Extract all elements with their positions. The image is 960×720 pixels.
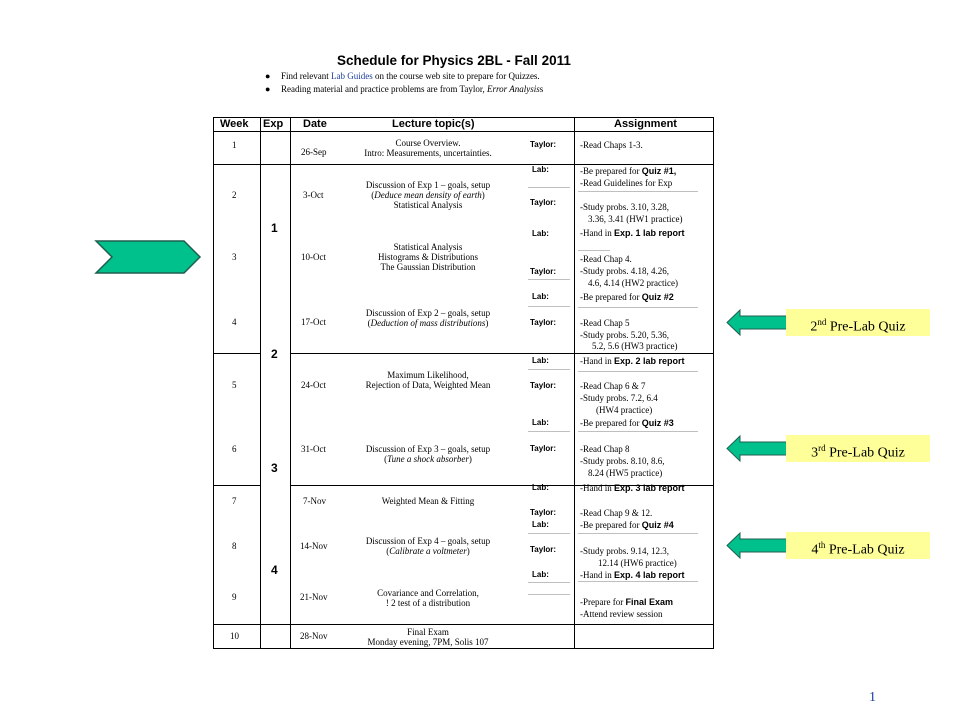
taylor-tag: Taylor: — [530, 267, 557, 276]
assignment-line: 12.14 (HW6 practice) — [598, 558, 677, 568]
assignment-line: -Attend review session — [580, 609, 663, 619]
week-number: 4 — [232, 317, 237, 327]
assignment-line: -Read Chap 8 — [580, 444, 630, 454]
assignment-line: -Read Guidelines for Exp — [580, 178, 673, 188]
date: 26-Sep — [301, 147, 327, 157]
callout-4th-prelab-quiz — [726, 532, 930, 559]
assignment-line: -Read Chap 5 — [580, 318, 630, 328]
tag-underline — [528, 187, 570, 188]
taylor-tag: Taylor: — [530, 545, 557, 554]
bullet-item-2: ● Reading material and practice problems are from Taylor, Error Analysiss — [265, 84, 544, 94]
exp-number: 4 — [271, 563, 278, 577]
week-number: 3 — [232, 252, 237, 262]
date: 7-Nov — [303, 496, 326, 506]
lecture-topic: Covariance and Correlation, ! 2 test of a distribution — [377, 588, 479, 608]
lab-tag: Lab: — [532, 483, 549, 492]
assignment-line: -Be prepared for Quiz #1, — [580, 166, 677, 176]
assignment-line: -Read Chap 4. — [580, 254, 632, 264]
lab-tag: Lab: — [532, 520, 549, 529]
lecture-topic: Discussion of Exp 2 – goals, setup (Deduction of mass distributions) — [365, 308, 491, 328]
row-divider — [290, 353, 714, 354]
tag-underline — [578, 191, 698, 192]
assignment-line: -Study probs. 4.18, 4.26, — [580, 266, 670, 276]
col-divider-exp — [290, 117, 291, 649]
left-arrow-icon — [726, 435, 788, 462]
exp-number: 3 — [271, 461, 278, 475]
lecture-topic: Course Overview. Intro: Measurements, uncertainties. — [364, 138, 492, 158]
lab-tag: Lab: — [532, 229, 549, 238]
bullet-item-1: ● Find relevant Lab Guides on the course web site to prepare for Quizzes. — [265, 71, 540, 81]
assignment-line: -Hand in Exp. 4 lab report — [580, 570, 685, 580]
exp-number: 2 — [271, 347, 278, 361]
assignment-line: 4.6, 4.14 (HW2 practice) — [588, 278, 678, 288]
page-title: Schedule for Physics 2BL - Fall 2011 — [337, 53, 571, 68]
tag-underline — [578, 371, 698, 372]
date: 28-Nov — [300, 631, 328, 641]
assignment-line: 5.2, 5.6 (HW3 practice) — [592, 341, 678, 351]
lecture-topic: Discussion of Exp 3 – goals, setup (Tune a shock absorber) — [365, 444, 491, 464]
lecture-topic: Statistical Analysis Histograms & Distributions The Gaussian Distribution — [377, 242, 478, 272]
assignment-line: -Hand in Exp. 2 lab report — [580, 356, 685, 366]
tag-underline — [578, 431, 698, 432]
week-number: 7 — [232, 496, 237, 506]
week-number: 5 — [232, 380, 237, 390]
week-number: 2 — [232, 190, 237, 200]
taylor-tag: Taylor: — [530, 198, 557, 207]
week-number: 6 — [232, 444, 237, 454]
assignment-line: -Study probs. 9.14, 12.3, — [580, 546, 670, 556]
assignment-line: 8.24 (HW5 practice) — [588, 468, 663, 478]
assignment-line: -Hand in Exp. 1 lab report — [580, 228, 685, 238]
callout-label: 2nd Pre-Lab Quiz — [786, 309, 930, 336]
tag-underline — [528, 369, 570, 370]
exp-number: 1 — [271, 221, 278, 235]
lab-tag: Lab: — [532, 418, 549, 427]
assignment-line: 3.36, 3.41 (HW1 practice) — [588, 214, 683, 224]
lab-tag: Lab: — [532, 570, 549, 579]
lab-tag: Lab: — [532, 292, 549, 301]
assignment-line: -Be prepared for Quiz #4 — [580, 520, 674, 530]
week-number: 10 — [230, 631, 239, 641]
tag-underline — [528, 431, 570, 432]
date: 31-Oct — [301, 444, 326, 454]
tag-underline — [528, 533, 570, 534]
callout-3rd-prelab-quiz — [726, 435, 930, 462]
week-number: 9 — [232, 592, 237, 602]
assignment-line: -Read Chap 9 & 12. — [580, 508, 653, 518]
assignment-line: -Read Chap 6 & 7 — [580, 381, 646, 391]
tag-underline — [578, 581, 698, 582]
assignment-line: -Study probs. 8.10, 8.6, — [580, 456, 665, 466]
lab-guides-link[interactable]: Lab Guides — [331, 71, 373, 81]
date: 3-Oct — [303, 190, 324, 200]
date: 10-Oct — [301, 252, 326, 262]
date: 17-Oct — [301, 317, 326, 327]
taylor-tag: Taylor: — [530, 381, 557, 390]
row-divider — [213, 353, 260, 354]
date: 24-Oct — [301, 380, 326, 390]
header-divider — [213, 131, 714, 132]
row-divider — [213, 624, 714, 625]
callout-2nd-prelab-quiz — [726, 309, 930, 336]
assignment-line: -Study probs. 3.10, 3.28, — [580, 202, 670, 212]
header-exp: Exp — [263, 118, 284, 130]
lecture-topic: Weighted Mean & Fitting — [381, 496, 475, 506]
lab-tag: Lab: — [532, 165, 549, 174]
date: 14-Nov — [300, 541, 328, 551]
header-date: Date — [303, 118, 327, 130]
tag-underline — [528, 594, 570, 595]
row-divider — [213, 164, 714, 165]
assignment-line: (HW4 practice) — [596, 405, 653, 415]
date: 21-Nov — [300, 592, 328, 602]
header-week: Week — [220, 118, 249, 130]
header-assignment: Assignment — [614, 118, 677, 130]
col-divider-lecture — [574, 117, 575, 649]
tag-underline — [578, 250, 610, 251]
col-divider-week — [260, 117, 261, 649]
taylor-tag: Taylor: — [530, 444, 557, 453]
assignment-line: -Hand in Exp. 3 lab report — [580, 483, 685, 493]
assignment-line: -Study probs. 7.2, 6.4 — [580, 393, 658, 403]
lecture-topic: Final Exam Monday evening, 7PM, Solis 107 — [367, 627, 489, 647]
lecture-topic: Discussion of Exp 4 – goals, setup (Calibrate a voltmeter) — [365, 536, 491, 556]
lab-tag: Lab: — [532, 356, 549, 365]
current-week-arrow-icon — [94, 239, 202, 275]
week-number: 1 — [232, 140, 237, 150]
lecture-topic: Maximum Likelihood, Rejection of Data, Weighted Mean — [365, 370, 491, 390]
taylor-tag: Taylor: — [530, 318, 557, 327]
tag-underline — [578, 533, 698, 534]
callout-label: 4th Pre-Lab Quiz — [786, 532, 930, 559]
assignment-line: -Be prepared for Quiz #3 — [580, 418, 674, 428]
left-arrow-icon — [726, 532, 788, 559]
lecture-topic: Discussion of Exp 1 – goals, setup (Deduce mean density of earth) Statistical Analysis — [365, 180, 491, 210]
assignment-line: -Read Chaps 1-3. — [580, 140, 643, 150]
page-number: 1 — [869, 690, 876, 705]
callout-label: 3rd Pre-Lab Quiz — [786, 435, 930, 462]
taylor-tag: Taylor: — [530, 140, 557, 149]
assignment-line: -Prepare for Final Exam — [580, 597, 674, 607]
tag-underline — [528, 582, 570, 583]
taylor-tag: Taylor: — [530, 508, 557, 517]
tag-underline — [528, 306, 570, 307]
row-divider — [213, 485, 260, 486]
tag-underline — [578, 307, 698, 308]
left-arrow-icon — [726, 309, 788, 336]
assignment-line: -Study probs. 5.20, 5.36, — [580, 330, 670, 340]
bullet-list — [265, 70, 543, 96]
assignment-line: -Be prepared for Quiz #2 — [580, 292, 674, 302]
header-lecture: Lecture topic(s) — [392, 118, 475, 130]
tag-underline — [528, 279, 570, 280]
week-number: 8 — [232, 541, 237, 551]
